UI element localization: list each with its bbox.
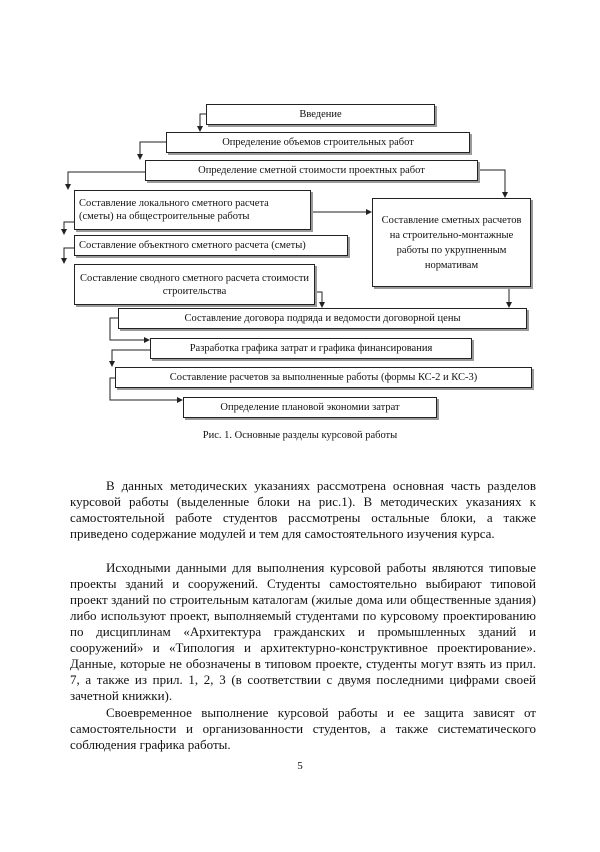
paragraph-3: Своевременное выполнение курсовой работы и ее защита зависят от самостоятельности и организованности студентов, а также систематического соблюдения графика работы.	[70, 705, 536, 752]
connector-b4-b5	[64, 222, 74, 234]
box-introduction: Введение	[206, 104, 435, 125]
box-cost-schedule: Разработка графика затрат и графика финансирования	[150, 338, 472, 359]
box-object-estimate: Составление объектного сметного расчета (сметы)	[74, 235, 348, 256]
box-enlarged-norms-estimate: Составление сметных расчетов на строительно-монтажные работы по укрупненным нормативам	[372, 198, 531, 287]
box-local-estimate: Составление локального сметного расчета (сметы) на общестроительные работы	[74, 190, 311, 230]
connector-b3-b4	[68, 172, 145, 189]
box-planned-savings: Определение плановой экономии затрат	[183, 397, 437, 418]
box-completed-work-settlements: Составление расчетов за выполненные работы (формы КС-2 и КС-3)	[115, 367, 532, 388]
paragraph-1: В данных методических указаниях рассмотрена основная часть разделов курсовой работы (выделенные блоки на рис.1). В методических указаниях к самостоятельной работе студентов рассмотрены остальные блоки, а также приведено содержание модулей и тем для самостоятельного изучения курса.	[70, 478, 536, 541]
box-contract: Составление договора подряда и ведомости договорной цены	[118, 308, 527, 329]
figure-caption: Рис. 1. Основные разделы курсовой работы	[202, 430, 398, 441]
box-design-cost: Определение сметной стоимости проектных работ	[145, 160, 478, 181]
box-summary-estimate: Составление сводного сметного расчета стоимости строительства	[74, 264, 315, 305]
connector-b9-b10	[112, 350, 150, 366]
connector-b2-b3	[140, 142, 166, 159]
connector-b6-b8	[315, 292, 322, 307]
box-work-volumes: Определение объемов строительных работ	[166, 132, 470, 153]
connector-b3-b7	[478, 170, 505, 197]
paragraph-2: Исходными данными для выполнения курсовой работы являются типовые проекты зданий и сооружений. Студенты самостоятельно выбирают типовой проект зданий по строительным каталогам (жилые дома или общественные здания) либо используют проект, выполняемый студентами по курсовому проектированию по дисциплинам «Архитектура гражданских и промышленных зданий и сооружений» и «Типология и архитектурно-конструктивное проектирование». Данные, которые не обозначены в типовом проекте, студенты могут взять из прил. 7, а также из прил. 1, 2, 3 (в соответствии с двумя последними цифрами своей зачетной книжки).	[70, 560, 536, 703]
connector-b5-b6	[64, 248, 74, 263]
page-number: 5	[297, 760, 303, 772]
